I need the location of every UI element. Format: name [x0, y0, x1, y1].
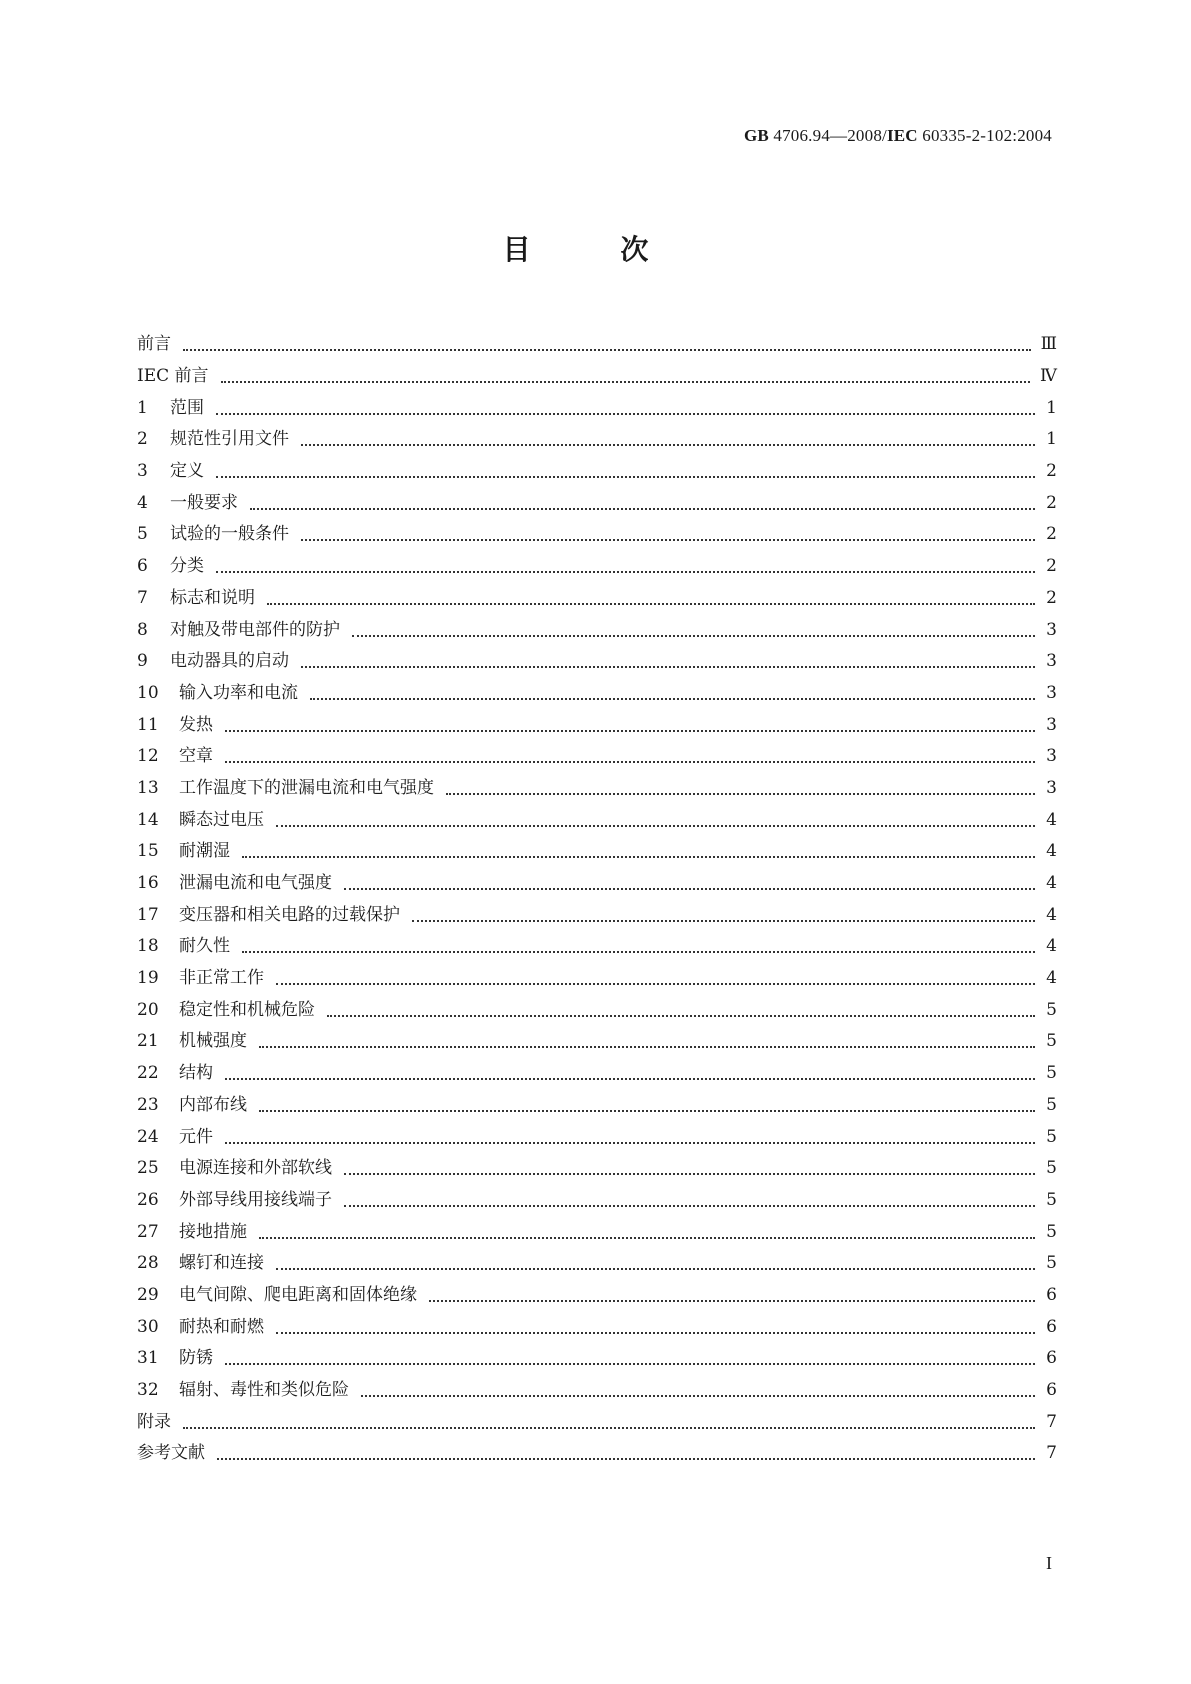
toc-entry-title: 稳定性和机械危险 [179, 999, 315, 1020]
toc-dot-leader [250, 507, 1035, 510]
toc-entry-number: 8 [137, 619, 148, 640]
toc-entry[interactable] [137, 1058, 1057, 1090]
toc-entry-number: 11 [137, 714, 159, 735]
standard-code-header [744, 126, 1052, 146]
toc-entry[interactable] [137, 994, 1057, 1026]
toc-entry-title: 附录 [137, 1411, 171, 1432]
toc-entry-number: 5 [137, 524, 148, 545]
standard-gb-prefix: GB [743, 126, 769, 145]
standard-iec-number: 60335-2-102:2004 [922, 126, 1052, 145]
toc-entry-title: 电动器具的启动 [170, 651, 289, 672]
toc-dot-leader [446, 792, 1035, 795]
toc-entry-title: 变压器和相关电路的过载保护 [179, 904, 400, 925]
toc-entry-page: 3 [1046, 777, 1057, 798]
toc-entry-page: 1 [1046, 397, 1057, 418]
toc-entry-page: 4 [1046, 936, 1057, 957]
toc-dot-leader [242, 950, 1035, 953]
toc-entry[interactable] [137, 931, 1057, 963]
toc-entry-page: 2 [1046, 461, 1057, 482]
toc-dot-leader [267, 602, 1035, 605]
toc-entry-page: 5 [1046, 999, 1057, 1020]
toc-entry-page: 5 [1046, 1189, 1057, 1210]
toc-dot-leader [310, 697, 1035, 700]
toc-entry-title: 输入功率和电流 [179, 682, 298, 703]
toc-entry-number: 9 [137, 651, 148, 672]
toc-entry-number: 7 [137, 587, 148, 608]
toc-entry-title: 泄漏电流和电气强度 [179, 873, 332, 894]
toc-entry-title: 元件 [179, 1126, 213, 1147]
toc-dot-leader [429, 1299, 1035, 1302]
toc-entry-number: 19 [137, 968, 159, 989]
toc-entry-title: 分类 [170, 556, 204, 577]
toc-entry-page: 6 [1046, 1380, 1057, 1401]
toc-dot-leader [259, 1236, 1035, 1239]
toc-entry-title: 试验的一般条件 [170, 524, 289, 545]
toc-entry[interactable] [137, 1090, 1057, 1122]
toc-entry-title: 非正常工作 [179, 968, 264, 989]
toc-dot-leader [276, 982, 1035, 985]
toc-dot-leader [344, 887, 1035, 890]
toc-entry-page: 1 [1046, 429, 1057, 450]
toc-entry-title: 参考文献 [137, 1443, 205, 1464]
toc-entry[interactable] [137, 899, 1057, 931]
toc-entry[interactable] [137, 709, 1057, 741]
toc-entry-title: 一般要求 [170, 492, 238, 513]
standard-iec-prefix: IEC [886, 126, 918, 145]
toc-entry-number: 20 [137, 999, 159, 1020]
toc-entry[interactable] [137, 1026, 1057, 1058]
toc-entry-title: 发热 [179, 714, 213, 735]
toc-entry[interactable] [137, 1121, 1057, 1153]
toc-entry[interactable] [137, 583, 1057, 615]
toc-entry-number: 6 [137, 556, 148, 577]
toc-entry[interactable] [137, 1153, 1057, 1185]
toc-dot-leader [412, 919, 1035, 922]
toc-entry-number: 15 [137, 841, 159, 862]
toc-entry[interactable] [137, 487, 1057, 519]
toc-entry[interactable] [137, 392, 1057, 424]
toc-entry-number: 22 [137, 1063, 159, 1084]
toc-entry-title: 瞬态过电压 [179, 809, 264, 830]
toc-entry-number: 30 [137, 1316, 159, 1337]
toc-entry-number: 26 [137, 1189, 159, 1210]
standard-gb-number: 4706.94—2008/ [773, 126, 887, 145]
toc-entry-title: 机械强度 [179, 1031, 247, 1052]
toc-entry[interactable] [137, 1311, 1057, 1343]
toc-dot-leader [344, 1204, 1035, 1207]
toc-dot-leader [242, 855, 1035, 858]
toc-entry[interactable] [137, 1185, 1057, 1217]
toc-dot-leader [225, 1141, 1035, 1144]
toc-entry-page: 6 [1046, 1348, 1057, 1369]
toc-entry-title: 前言 [137, 334, 171, 355]
toc-entry-page: 7 [1046, 1411, 1057, 1432]
toc-entry-number: 2 [137, 429, 148, 450]
toc-entry-title: IEC 前言 [137, 366, 209, 387]
toc-dot-leader [225, 1362, 1035, 1365]
toc-entry-number: 17 [137, 904, 159, 925]
toc-entry-page: 5 [1046, 1221, 1057, 1242]
toc-entry-number: 23 [137, 1094, 159, 1115]
toc-entry-page: 5 [1046, 1158, 1057, 1179]
toc-entry-page: 4 [1046, 968, 1057, 989]
toc-dot-leader [301, 538, 1035, 541]
toc-dot-leader [259, 1045, 1035, 1048]
toc-entry-page: 4 [1046, 809, 1057, 830]
toc-dot-leader [276, 1331, 1035, 1334]
toc-entry-page: 3 [1046, 651, 1057, 672]
toc-entry-page: 3 [1046, 746, 1057, 767]
toc-entry[interactable] [137, 456, 1057, 488]
toc-entry-number: 16 [137, 873, 159, 894]
toc-entry-page: 5 [1046, 1253, 1057, 1274]
toc-entry-page: 3 [1046, 619, 1057, 640]
toc-entry[interactable] [137, 1248, 1057, 1280]
toc-entry[interactable] [137, 361, 1057, 393]
toc-entry-page: Ⅲ [1040, 334, 1057, 355]
toc-entry[interactable] [137, 1375, 1057, 1407]
toc-entry-page: 6 [1046, 1284, 1057, 1305]
toc-entry-title: 电源连接和外部软线 [179, 1158, 332, 1179]
toc-dot-leader [216, 570, 1035, 573]
toc-entry-number: 28 [137, 1253, 159, 1274]
toc-entry[interactable] [137, 646, 1057, 678]
toc-entry[interactable] [137, 551, 1057, 583]
toc-entry[interactable] [137, 773, 1057, 805]
toc-dot-leader [344, 1172, 1035, 1175]
toc-entry[interactable] [137, 614, 1057, 646]
toc-dot-leader [301, 665, 1035, 668]
toc-entry-title: 定义 [170, 461, 204, 482]
toc-entry-title: 标志和说明 [170, 587, 255, 608]
toc-entry-page: Ⅳ [1040, 366, 1057, 387]
toc-entry-number: 3 [137, 461, 148, 482]
toc-entry[interactable] [137, 1280, 1057, 1312]
toc-entry-number: 4 [137, 492, 148, 513]
toc-entry[interactable] [137, 804, 1057, 836]
toc-entry[interactable] [137, 519, 1057, 551]
toc-entry-title: 螺钉和连接 [179, 1253, 264, 1274]
toc-dot-leader [327, 1014, 1035, 1017]
toc-entry-title: 耐久性 [179, 936, 230, 957]
toc-entry[interactable] [137, 868, 1057, 900]
toc-dot-leader [352, 634, 1035, 637]
toc-entry[interactable] [137, 741, 1057, 773]
toc-entry-page: 4 [1046, 904, 1057, 925]
toc-dot-leader [276, 1267, 1035, 1270]
toc-dot-leader [225, 1077, 1035, 1080]
toc-entry-number: 12 [137, 746, 159, 767]
toc-entry-number: 25 [137, 1158, 159, 1179]
toc-dot-leader [217, 1457, 1035, 1460]
toc-entry[interactable] [137, 963, 1057, 995]
table-of-contents [137, 329, 1057, 1470]
toc-dot-leader [216, 475, 1035, 478]
toc-entry-title: 接地措施 [179, 1221, 247, 1242]
toc-entry-page: 3 [1046, 682, 1057, 703]
toc-dot-leader [183, 1426, 1035, 1429]
toc-entry-page: 5 [1046, 1094, 1057, 1115]
toc-entry-number: 14 [137, 809, 159, 830]
toc-entry-title: 辐射、毒性和类似危险 [179, 1380, 349, 1401]
toc-entry-title: 外部导线用接线端子 [179, 1189, 332, 1210]
toc-dot-leader [225, 729, 1035, 732]
toc-entry-page: 2 [1046, 524, 1057, 545]
toc-entry-number: 10 [137, 682, 159, 703]
toc-entry[interactable] [137, 1343, 1057, 1375]
toc-entry-title: 电气间隙、爬电距离和固体绝缘 [179, 1284, 417, 1305]
toc-entry-title: 工作温度下的泄漏电流和电气强度 [179, 777, 434, 798]
toc-entry-page: 5 [1046, 1063, 1057, 1084]
toc-dot-leader [216, 412, 1035, 415]
toc-dot-leader [221, 380, 1030, 383]
toc-entry[interactable] [137, 424, 1057, 456]
toc-entry-page: 4 [1046, 841, 1057, 862]
toc-entry-title: 结构 [179, 1063, 213, 1084]
toc-dot-leader [225, 760, 1035, 763]
toc-entry[interactable] [137, 1216, 1057, 1248]
toc-entry-number: 32 [137, 1380, 159, 1401]
toc-entry-title: 内部布线 [179, 1094, 247, 1115]
toc-entry[interactable] [137, 1438, 1057, 1470]
toc-entry-title: 防锈 [179, 1348, 213, 1369]
toc-entry-page: 2 [1046, 587, 1057, 608]
toc-entry-title: 空章 [179, 746, 213, 767]
toc-entry-number: 18 [137, 936, 159, 957]
toc-entry-page: 5 [1046, 1031, 1057, 1052]
toc-entry-title: 耐热和耐燃 [179, 1316, 264, 1337]
page-title: 目 次 [502, 233, 689, 266]
toc-entry[interactable] [137, 678, 1057, 710]
toc-entry-title: 规范性引用文件 [170, 429, 289, 450]
toc-entry-number: 31 [137, 1348, 159, 1369]
toc-entry-page: 6 [1046, 1316, 1057, 1337]
toc-entry-page: 3 [1046, 714, 1057, 735]
toc-dot-leader [301, 443, 1035, 446]
toc-entry[interactable] [137, 1406, 1057, 1438]
toc-entry-title: 对触及带电部件的防护 [170, 619, 340, 640]
toc-entry-page: 5 [1046, 1126, 1057, 1147]
toc-entry-page: 7 [1046, 1443, 1057, 1464]
toc-entry[interactable] [137, 836, 1057, 868]
toc-dot-leader [276, 824, 1035, 827]
toc-entry-page: 2 [1046, 556, 1057, 577]
toc-entry-number: 21 [137, 1031, 159, 1052]
toc-dot-leader [259, 1109, 1035, 1112]
toc-dot-leader [183, 348, 1031, 351]
toc-entry-title: 范围 [170, 397, 204, 418]
toc-entry-page: 2 [1046, 492, 1057, 513]
footer-page-number: I [1046, 1553, 1052, 1573]
toc-entry-number: 29 [137, 1284, 159, 1305]
toc-entry-page: 4 [1046, 873, 1057, 894]
toc-entry-title: 耐潮湿 [179, 841, 230, 862]
toc-entry[interactable] [137, 329, 1057, 361]
toc-dot-leader [361, 1394, 1035, 1397]
toc-entry-number: 27 [137, 1221, 159, 1242]
toc-entry-number: 13 [137, 777, 159, 798]
toc-entry-number: 24 [137, 1126, 159, 1147]
toc-entry-number: 1 [137, 397, 148, 418]
